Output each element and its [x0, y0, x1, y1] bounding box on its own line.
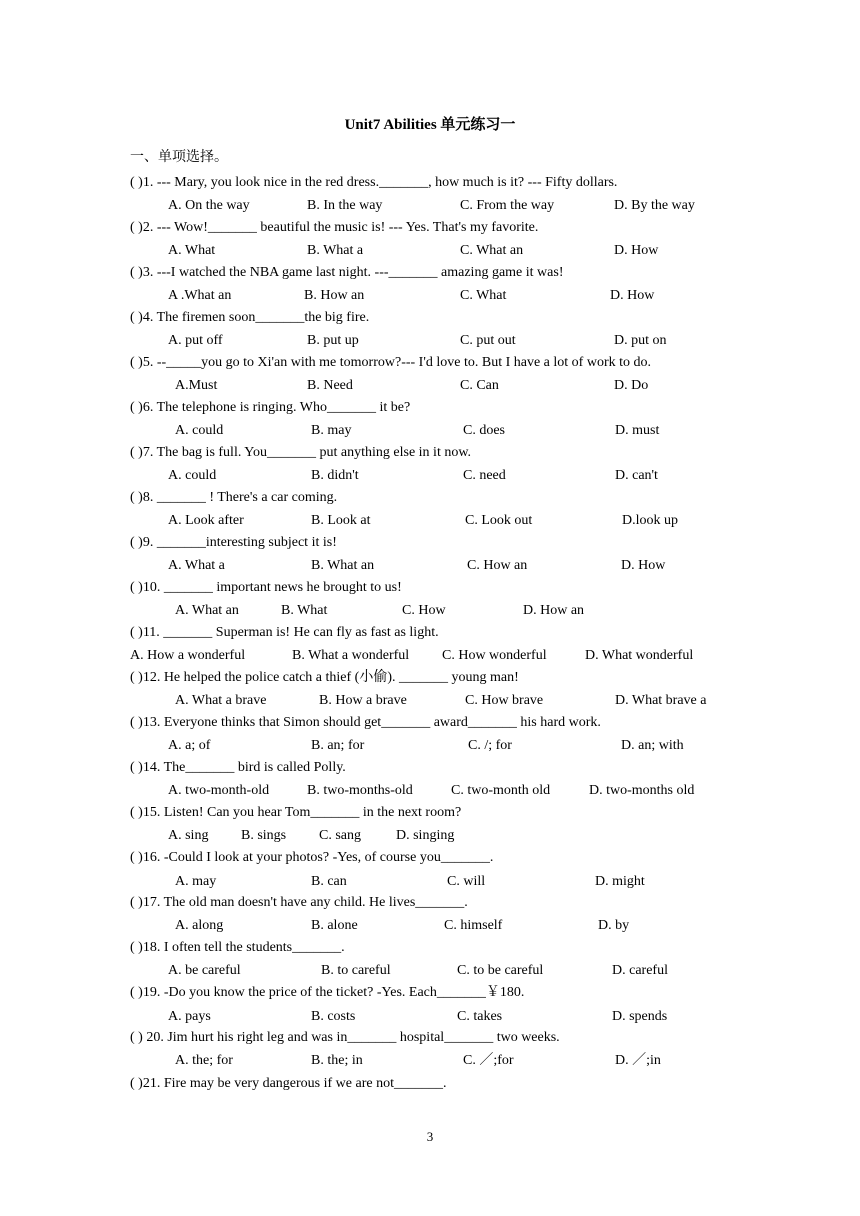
option-b: B. an; for [311, 738, 365, 753]
option-d: D. By the way [614, 198, 695, 213]
question-10 [0, 578, 860, 598]
option-c: C. does [463, 423, 505, 438]
option-d: D. put on [614, 333, 667, 348]
question-text: ( )17. The old man doesn't have any child. He lives_______. [130, 895, 468, 910]
page-title: Unit7 Abilities 单元练习一 [344, 117, 516, 133]
question-text: ( )5. --_____you go to Xi'an with me tomorrow?--- I'd love to. But I have a lot of work to do. [130, 355, 651, 370]
option-c: C. to be careful [457, 963, 544, 978]
question-19 [0, 983, 860, 1003]
option-c: C. How wonderful [442, 648, 547, 663]
question-13 [0, 713, 860, 733]
option-a: A. along [175, 918, 224, 933]
option-c: C. will [447, 874, 486, 889]
question-text: ( )1. --- Mary, you look nice in the red dress._______, how much is it? --- Fifty dollars. [130, 175, 618, 190]
question-21 [0, 1074, 860, 1094]
options-row [0, 196, 860, 216]
option-c: C. put out [460, 333, 516, 348]
option-d: D. ／;in [615, 1053, 661, 1068]
option-c: C. ／;for [463, 1053, 514, 1068]
options-row [0, 286, 860, 306]
option-a: A. What [168, 243, 216, 258]
question-text: ( )11. _______ Superman is! He can fly as fast as light. [130, 625, 439, 640]
question-text: ( )4. The firemen soon_______the big fire. [130, 310, 370, 325]
option-d: D. How an [523, 603, 585, 618]
options-row [0, 556, 860, 576]
option-a: A. could [175, 423, 224, 438]
question-9 [0, 533, 860, 553]
option-c: C. takes [457, 1009, 503, 1024]
option-a: A. the; for [175, 1053, 233, 1068]
question-text: ( )19. -Do you know the price of the ticket? -Yes. Each_______￥180. [130, 985, 525, 1000]
question-text: ( )14. The_______ bird is called Polly. [130, 760, 346, 775]
question-text: ( )16. -Could I look at your photos? -Yes, of course you_______. [130, 850, 494, 865]
question-11 [0, 623, 860, 643]
question-8 [0, 488, 860, 508]
option-b: B. How a brave [319, 693, 407, 708]
options-row [0, 646, 860, 666]
option-c: C. sang [319, 828, 361, 843]
option-c: C. How [402, 603, 446, 618]
option-a: A. two-month-old [168, 783, 270, 798]
option-d: D. singing [396, 828, 455, 843]
question-text: ( )10. _______ important news he brought to us! [130, 580, 402, 595]
option-b: B. What [281, 603, 328, 618]
options-row [0, 466, 860, 486]
option-a: A. may [175, 874, 217, 889]
option-a: A. Look after [168, 513, 244, 528]
options-row [0, 961, 860, 981]
option-c: C. How brave [465, 693, 544, 708]
options-row [0, 826, 860, 846]
option-c: C. Look out [465, 513, 533, 528]
option-a: A. On the way [168, 198, 250, 213]
options-row [0, 916, 860, 936]
option-b: B. can [311, 874, 347, 889]
section-heading: 一、单项选择。 [130, 150, 228, 165]
question-text: ( )3. ---I watched the NBA game last night. ---_______ amazing game it was! [130, 265, 564, 280]
option-d: D. must [615, 423, 660, 438]
options-row [0, 421, 860, 441]
option-d: D. spends [612, 1009, 668, 1024]
option-d: D. two-months old [589, 783, 695, 798]
option-d: D. an; with [621, 738, 684, 753]
option-d: D. What wonderful [585, 648, 694, 663]
options-row [0, 872, 860, 892]
option-b: B. two-months-old [307, 783, 413, 798]
question-7 [0, 443, 860, 463]
option-b: B. How an [304, 288, 365, 303]
options-row [0, 736, 860, 756]
question-text: ( )9. _______interesting subject it is! [130, 535, 337, 550]
option-d: D.look up [622, 513, 678, 528]
question-2 [0, 218, 860, 238]
option-b: B. sings [241, 828, 287, 843]
option-a: A. sing [168, 828, 209, 843]
option-d: D. Do [614, 378, 649, 393]
option-b: B. didn't [311, 468, 359, 483]
question-text: ( )12. He helped the police catch a thief (小偷). _______ young man! [130, 670, 519, 685]
question-1 [0, 173, 860, 193]
question-3 [0, 263, 860, 283]
option-a: A. put off [168, 333, 223, 348]
question-20 [0, 1028, 860, 1048]
question-text: ( )18. I often tell the students_______. [130, 940, 345, 955]
question-text: ( )7. The bag is full. You_______ put anything else in it now. [130, 445, 472, 460]
options-row [0, 691, 860, 711]
option-c: C. Can [460, 378, 499, 393]
options-row [0, 376, 860, 396]
option-d: D. How [610, 288, 655, 303]
option-b: B. alone [311, 918, 358, 933]
option-a: A. pays [168, 1009, 211, 1024]
option-c: C. How an [467, 558, 528, 573]
options-row [0, 781, 860, 801]
option-b: B. may [311, 423, 352, 438]
question-text: ( )6. The telephone is ringing. Who_______ it be? [130, 400, 411, 415]
option-b: B. to careful [321, 963, 391, 978]
options-row [0, 1051, 860, 1071]
question-16 [0, 848, 860, 868]
options-row [0, 331, 860, 351]
option-b: B. What a [307, 243, 364, 258]
option-c: C. need [463, 468, 506, 483]
option-d: D. by [598, 918, 630, 933]
question-text: ( )21. Fire may be very dangerous if we are not_______. [130, 1076, 447, 1091]
question-12 [0, 668, 860, 688]
options-row [0, 511, 860, 531]
question-text: ( )2. --- Wow!_______ beautiful the music is! --- Yes. That's my favorite. [130, 220, 539, 235]
option-b: B. put up [307, 333, 359, 348]
option-d: D. How [621, 558, 666, 573]
question-17 [0, 893, 860, 913]
question-14 [0, 758, 860, 778]
option-d: D. How [614, 243, 659, 258]
question-5 [0, 353, 860, 373]
page-number: 3 [426, 1129, 434, 1144]
option-c: C. himself [444, 918, 503, 933]
option-a: A .What an [168, 288, 232, 303]
option-a: A. be careful [168, 963, 241, 978]
question-text: ( )15. Listen! Can you hear Tom_______ in the next room? [130, 805, 462, 820]
options-row [0, 601, 860, 621]
options-row [0, 1007, 860, 1027]
question-15 [0, 803, 860, 823]
option-a: A. How a wonderful [130, 648, 246, 663]
question-text: ( ) 20. Jim hurt his right leg and was in_______ hospital_______ two weeks. [130, 1030, 560, 1045]
option-d: D. might [595, 874, 645, 889]
question-4 [0, 308, 860, 328]
option-d: D. What brave a [615, 693, 707, 708]
option-b: B. costs [311, 1009, 356, 1024]
option-a: A. could [168, 468, 217, 483]
option-c: C. two-month old [451, 783, 551, 798]
option-b: B. the; in [311, 1053, 363, 1068]
options-row [0, 241, 860, 261]
option-b: B. Look at [311, 513, 371, 528]
question-text: ( )13. Everyone thinks that Simon should get_______ award_______ his hard work. [130, 715, 601, 730]
question-text: ( )8. _______ ! There's a car coming. [130, 490, 338, 505]
option-b: B. Need [307, 378, 353, 393]
option-d: D. careful [612, 963, 668, 978]
option-d: D. can't [615, 468, 658, 483]
option-b: B. In the way [307, 198, 383, 213]
option-a: A.Must [175, 378, 218, 393]
option-b: B. What an [311, 558, 375, 573]
option-b: B. What a wonderful [292, 648, 410, 663]
question-6 [0, 398, 860, 418]
option-a: A. What a [168, 558, 225, 573]
option-c: C. What [460, 288, 507, 303]
option-a: A. What an [175, 603, 239, 618]
question-18 [0, 938, 860, 958]
option-c: C. What an [460, 243, 524, 258]
option-c: C. From the way [460, 198, 555, 213]
option-a: A. a; of [168, 738, 211, 753]
option-a: A. What a brave [175, 693, 267, 708]
option-c: C. /; for [468, 738, 512, 753]
